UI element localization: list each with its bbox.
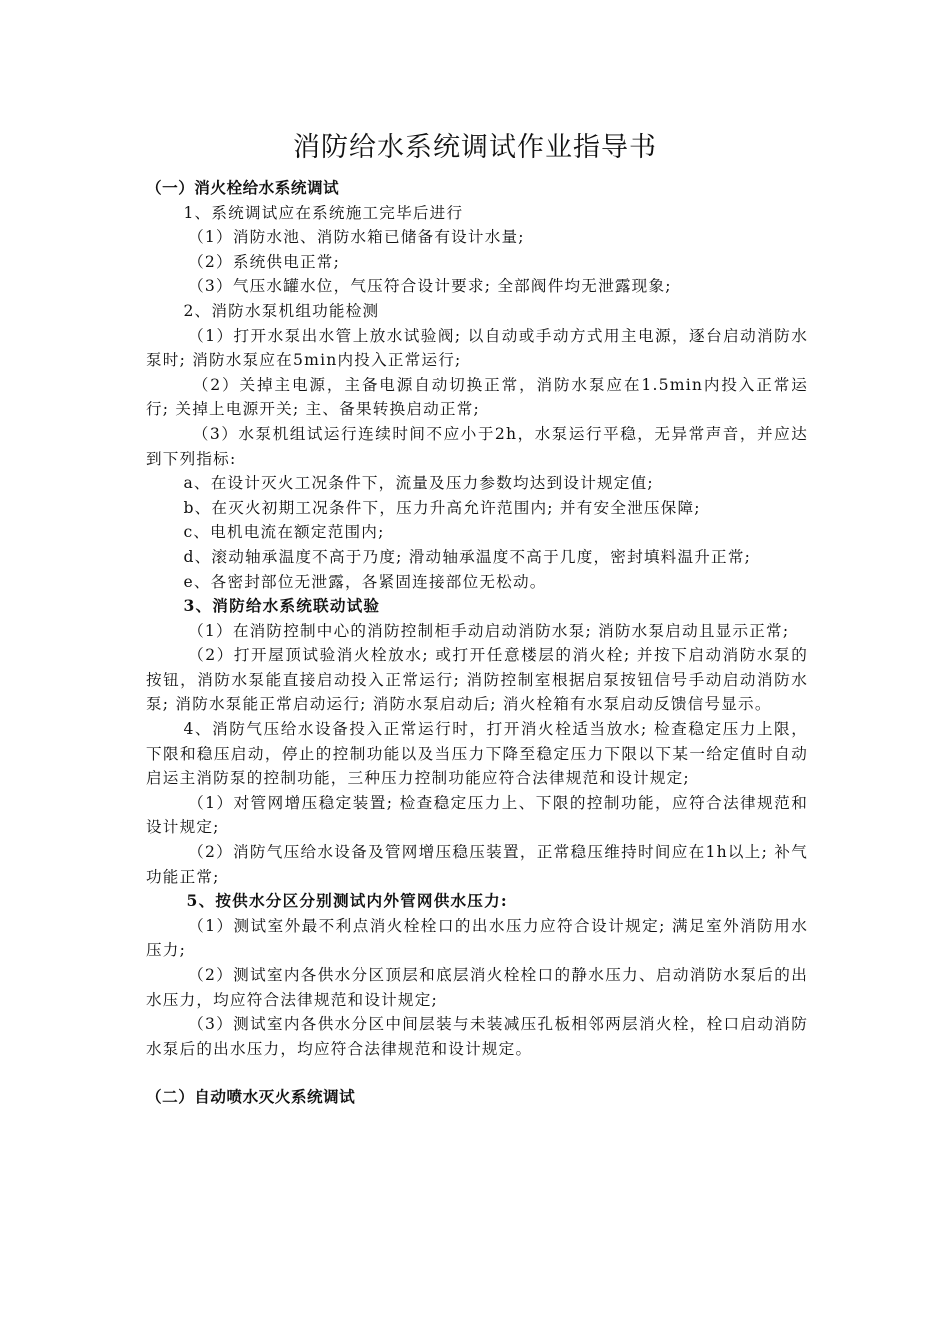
paragraph: （1）消防水池、消防水箱已储备有设计水量; bbox=[188, 228, 525, 247]
paragraph: d、滚动轴承温度不高于乃度; 滑动轴承温度不高于几度，密封填料温升正常; bbox=[183, 547, 752, 566]
spacer bbox=[146, 1061, 808, 1085]
paragraph: （1）在消防控制中心的消防控制柜手动启动消防水泵; 消防水泵启动且显示正常; bbox=[188, 621, 790, 640]
paragraph: e、各密封部位无泄露，各紧固连接部位无松动。 bbox=[183, 572, 547, 591]
paragraph: （2）消防气压给水设备及管网增压稳压装置，正常稳压维持时间应在1h以上; 补气功能正常; bbox=[146, 843, 808, 886]
subsection-heading: 3、消防给水系统联动试验 bbox=[183, 596, 381, 616]
paragraph: （3）测试室内各供水分区中间层装与未装减压孔板相邻两层消火栓，栓口启动消防水泵后的出水压力，均应符合法律规范和设计规定。 bbox=[146, 1015, 808, 1058]
document-title: 消防给水系统调试作业指导书 bbox=[293, 132, 657, 163]
paragraph: （2）测试室内各供水分区顶层和底层消火栓栓口的静水压力、启动消防水泵后的出水压力，均应符合法律规范和设计规定; bbox=[146, 966, 808, 1009]
paragraph: （3）水泵机组试运行连续时间不应小于2h，水泵运行平稳，无异常声音，并应达到下列指标: bbox=[146, 424, 808, 468]
paragraph: （2）系统供电正常; bbox=[188, 252, 341, 271]
paragraph: （2）打开屋顶试验消火栓放水; 或打开任意楼层的消火栓; 并按下启动消防水泵的按钮，消防水泵能直接启动投入正常运行; 消防控制室根据启泵按钮信号手动启动消防水泵; 消防水泵能正常启动运行; 消防水泵启动后; 消火栓箱有水泵启动反馈信号显示。 bbox=[146, 646, 808, 714]
paragraph: c、电机电流在额定范围内; bbox=[183, 523, 385, 542]
paragraph: 4、消防气压给水设备投入正常运行时，打开消火栓适当放水; 检查稳定压力上限，下限和稳压启动，停止的控制功能以及当压力下降至稳定压力下限以下某一给定值时自动启运主消防泵的控制功能，三种压力控制功能应符合法律规范和设计规定; bbox=[146, 720, 808, 788]
paragraph: （1）对管网增压稳定装置; 检查稳定压力上、下限的控制功能，应符合法律规范和设计规定; bbox=[146, 793, 808, 837]
paragraph: （2）关掉主电源，主备电源自动切换正常，消防水泵应在1.5min内投入正常运行; 关掉上电源开关; 主、备果转换启动正常; bbox=[146, 375, 808, 419]
paragraph: b、在灭火初期工况条件下，压力升高允许范围内; 并有安全泄压保障; bbox=[183, 498, 701, 517]
section-heading-1: （一）消火栓给水系统调试 bbox=[146, 179, 340, 197]
subsection-heading: 5、按供水分区分别测试内外管网供水压力: bbox=[186, 891, 508, 911]
paragraph: （3）气压水罐水位，气压符合设计要求; 全部阀件均无泄露现象; bbox=[188, 277, 672, 296]
paragraph: 2、消防水泵机组功能检测 bbox=[183, 301, 380, 320]
paragraph: 1、系统调试应在系统施工完毕后进行 bbox=[183, 203, 464, 222]
paragraph: a、在设计灭火工况条件下，流量及压力参数均达到设计规定值; bbox=[183, 474, 654, 493]
paragraph: （1）打开水泵出水管上放水试验阀; 以自动或手动方式用主电源，逐台启动消防水泵时; 消防水泵应在5min内投入正常运行; bbox=[146, 326, 808, 370]
document-body bbox=[146, 176, 808, 1110]
section-heading-2: （二）自动喷水灭火系统调试 bbox=[146, 1088, 356, 1107]
paragraph: （1）测试室外最不利点消火栓栓口的出水压力应符合设计规定; 满足室外消防用水压力; bbox=[146, 916, 808, 960]
